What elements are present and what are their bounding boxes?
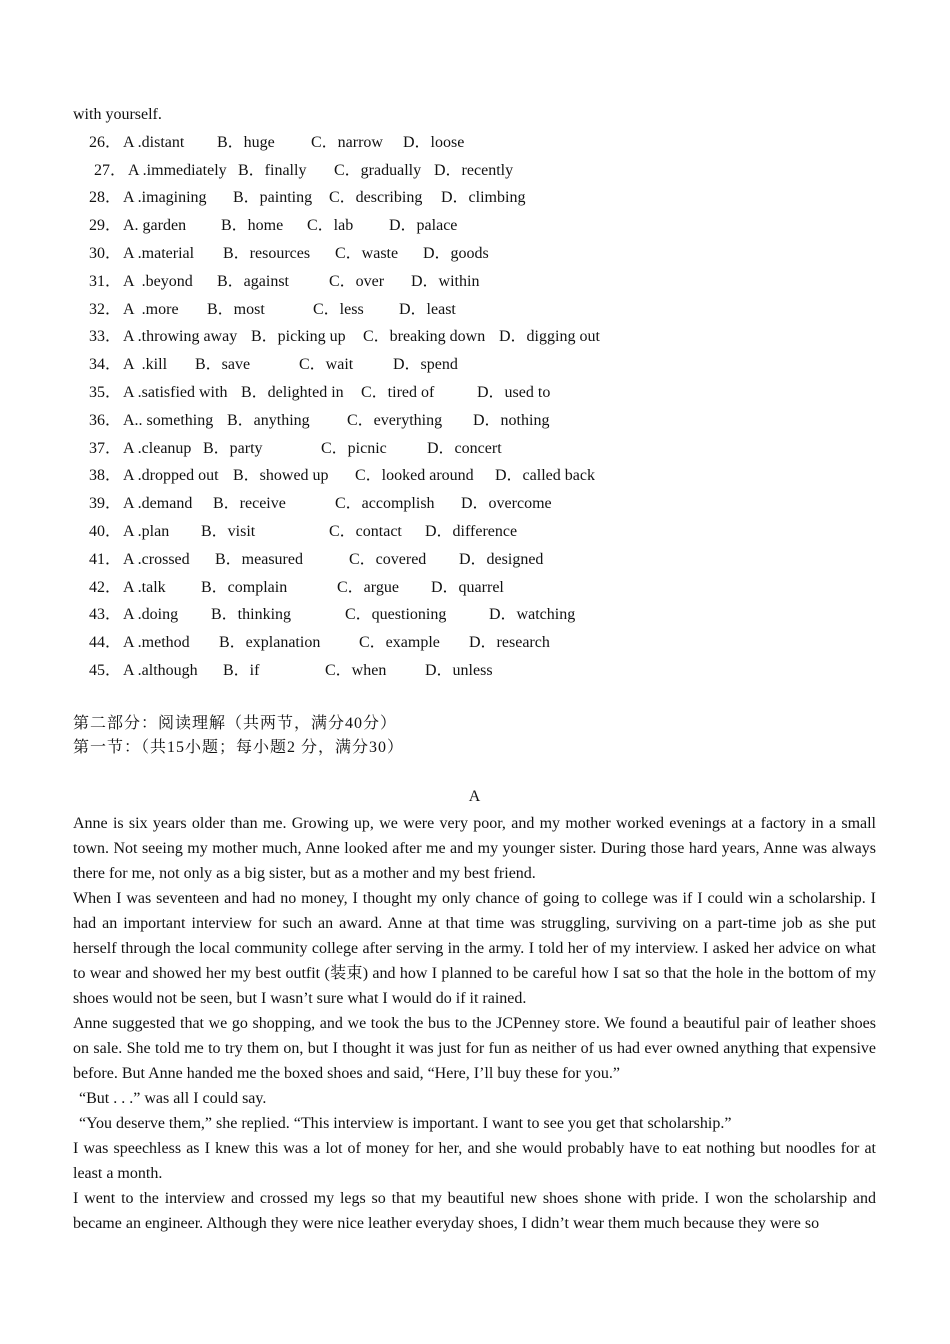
option-c: C．when [325, 661, 387, 679]
question-number: 40． [89, 522, 122, 540]
option-b: B．thinking [211, 606, 292, 624]
passage-paragraph: I was speechless as I knew this was a lot of money for her, and she would probably have to eat nothing but noodles for at least a month. [73, 1139, 876, 1182]
question-number: 42． [89, 578, 122, 596]
option-b: B．painting [233, 189, 313, 207]
question-number: 29． [89, 217, 122, 235]
question-row [73, 601, 876, 629]
option-c: C．less [313, 300, 364, 318]
option-b: B．complain [201, 578, 288, 596]
option-c: C．example [359, 634, 440, 652]
question-number: 35． [89, 383, 122, 401]
option-c: C．gradually [334, 161, 422, 179]
option-a: A .method [123, 634, 190, 652]
option-b: B．against [217, 272, 289, 290]
option-a: A. garden [123, 217, 187, 235]
option-d: D．recently [434, 161, 514, 179]
question-row [73, 407, 876, 435]
option-d: D．difference [425, 522, 518, 540]
option-b: B．receive [213, 495, 286, 513]
question-number: 39． [89, 495, 122, 513]
question-row [73, 435, 876, 463]
question-row [73, 184, 876, 212]
option-a: A .throwing away [123, 328, 238, 346]
question-row [73, 323, 876, 351]
part2-heading: 第二部分：阅读理解（共两节，满分40分） [73, 714, 398, 732]
option-a: A .material [123, 244, 195, 262]
option-d: D．overcome [461, 495, 552, 513]
question-number: 44． [89, 634, 122, 652]
intro-tail: with yourself. [73, 106, 162, 123]
question-list [73, 129, 876, 685]
option-c: C．wait [299, 356, 354, 374]
option-c: C．narrow [311, 133, 383, 151]
question-number: 31． [89, 272, 122, 290]
question-number: 36． [89, 411, 122, 429]
question-number: 38． [89, 467, 122, 485]
passage-paragraph: Anne is six years older than me. Growing up, we were very poor, and my mother worked evenings at a factory in a small town. Not seeing my mother much, Anne looked after me and my younger sister. During those hard years, Anne was always there for me, not only as a big sister, but as a mother and my best friend. [73, 814, 876, 882]
option-d: D．research [469, 634, 550, 652]
passage-paragraph: “You deserve them,” she replied. “This interview is important. I want to see you get that scholarship.” [79, 1114, 732, 1132]
question-number: 33． [89, 328, 122, 346]
option-c: C．contact [329, 522, 402, 540]
option-a: A .talk [123, 578, 166, 596]
option-d: D．spend [393, 356, 458, 374]
option-b: B．measured [215, 550, 303, 568]
option-b: B．party [203, 439, 263, 457]
option-a: A .dropped out [123, 467, 219, 485]
option-a: A .beyond [123, 272, 193, 290]
question-row [73, 462, 876, 490]
option-c: C．describing [329, 189, 423, 207]
option-a: A .kill [123, 356, 168, 374]
option-c: C．lab [307, 217, 354, 235]
option-b: B．anything [227, 411, 310, 429]
option-d: D．watching [489, 606, 576, 624]
option-c: C．tired of [361, 383, 435, 401]
question-row [73, 240, 876, 268]
question-row [73, 157, 876, 185]
option-a: A .immediately [128, 161, 227, 179]
option-d: D．loose [403, 133, 465, 151]
question-row [73, 212, 876, 240]
option-a: A .cleanup [123, 439, 192, 457]
option-b: B．delighted in [241, 383, 344, 401]
option-c: C．looked around [355, 467, 474, 485]
option-c: C．everything [347, 411, 443, 429]
question-number: 43． [89, 606, 122, 624]
option-a: A .doing [123, 606, 179, 624]
option-c: C．accomplish [335, 495, 435, 513]
option-d: D．nothing [473, 411, 550, 429]
question-row [73, 490, 876, 518]
option-d: D．concert [427, 439, 502, 457]
option-b: B．explanation [219, 634, 321, 652]
option-a: A .crossed [123, 550, 190, 568]
question-number: 37． [89, 439, 122, 457]
option-c: C．argue [337, 578, 399, 596]
option-b: B．picking up [251, 328, 346, 346]
option-b: B．visit [201, 522, 256, 540]
option-c: C．breaking down [363, 328, 486, 346]
option-c: C．over [329, 272, 385, 290]
passage-paragraph: When I was seventeen and had no money, I thought my only chance of going to college was if I could win a scholarship. I had an important interview for such an award. Anne at that time was struggling, surviving on a part-time job as she put herself through the local community college after serving in the army. I told her of my interview. I asked her advice on what to wear and showed her my best outfit (装束) and how I planned to be careful how I sat so that the hole in the bottom of my shoes would not be seen, but I wasn’t sure what I would do if it rained. [73, 889, 876, 1007]
option-b: B．finally [238, 161, 307, 179]
question-row [73, 379, 876, 407]
question-row [73, 518, 876, 546]
option-a: A.. something [123, 411, 214, 429]
option-b: B．save [195, 356, 251, 374]
option-d: D．called back [495, 467, 595, 485]
option-b: B．showed up [233, 467, 329, 485]
option-c: C．questioning [345, 606, 447, 624]
question-number: 45． [89, 661, 122, 679]
question-row [73, 129, 876, 157]
option-d: D．palace [389, 217, 458, 235]
option-d: D．quarrel [431, 578, 504, 596]
question-number: 27． [94, 161, 127, 179]
option-b: B．home [221, 217, 284, 235]
option-a: A .demand [123, 495, 193, 513]
option-a: A .more [123, 300, 179, 318]
option-a: A .satisfied with [123, 383, 228, 401]
option-a: A .although [123, 661, 198, 679]
question-row [73, 268, 876, 296]
option-a: A .imagining [123, 189, 207, 207]
question-number: 41． [89, 550, 122, 568]
passage-paragraph: “But . . .” was all I could say. [79, 1089, 267, 1107]
passage-paragraph: I went to the interview and crossed my legs so that my beautiful new shoes shone with pride. I won the scholarship and became an engineer. Although they were nice leather everyday shoes, I didn’t wear them much because they were so [73, 1189, 876, 1232]
option-d: D．used to [477, 383, 551, 401]
option-c: C．covered [349, 550, 427, 568]
passage-paragraph: Anne suggested that we go shopping, and we took the bus to the JCPenney store. We found a beautiful pair of leather shoes on sale. She told me to try them on, but I thought it was just for fun as neither of us had ever owned anything that expensive before. But Anne handed me the boxed shoes and said, “Here, I’ll buy these for you.” [73, 1014, 876, 1082]
option-b: B．most [207, 300, 265, 318]
option-d: D．within [411, 272, 480, 290]
question-number: 34． [89, 356, 122, 374]
option-a: A .distant [123, 133, 185, 151]
passage-body [73, 811, 876, 1236]
option-c: C．picnic [321, 439, 387, 457]
option-d: D．designed [459, 550, 544, 568]
option-b: B．huge [217, 133, 275, 151]
option-d: D．goods [423, 244, 489, 262]
option-d: D．least [399, 300, 456, 318]
option-d: D．unless [425, 661, 493, 679]
option-d: D．digging out [499, 328, 600, 346]
option-c: C．waste [335, 244, 399, 262]
question-row [73, 657, 876, 685]
option-a: A .plan [123, 522, 170, 540]
question-number: 30． [89, 244, 122, 262]
section1-heading: 第一节：（共15小题；每小题2 分，满分30） [73, 739, 405, 757]
question-row [73, 546, 876, 574]
option-b: B．if [223, 661, 260, 679]
question-row [73, 629, 876, 657]
question-row [73, 351, 876, 379]
question-row [73, 574, 876, 602]
spacer [73, 685, 876, 712]
question-number: 26． [89, 133, 122, 151]
exam-page [73, 101, 876, 1236]
option-d: D．climbing [441, 189, 526, 207]
passage-label: A [468, 787, 481, 805]
question-row [73, 296, 876, 324]
option-b: B．resources [223, 244, 311, 262]
question-number: 32． [89, 300, 122, 318]
question-number: 28． [89, 189, 122, 207]
